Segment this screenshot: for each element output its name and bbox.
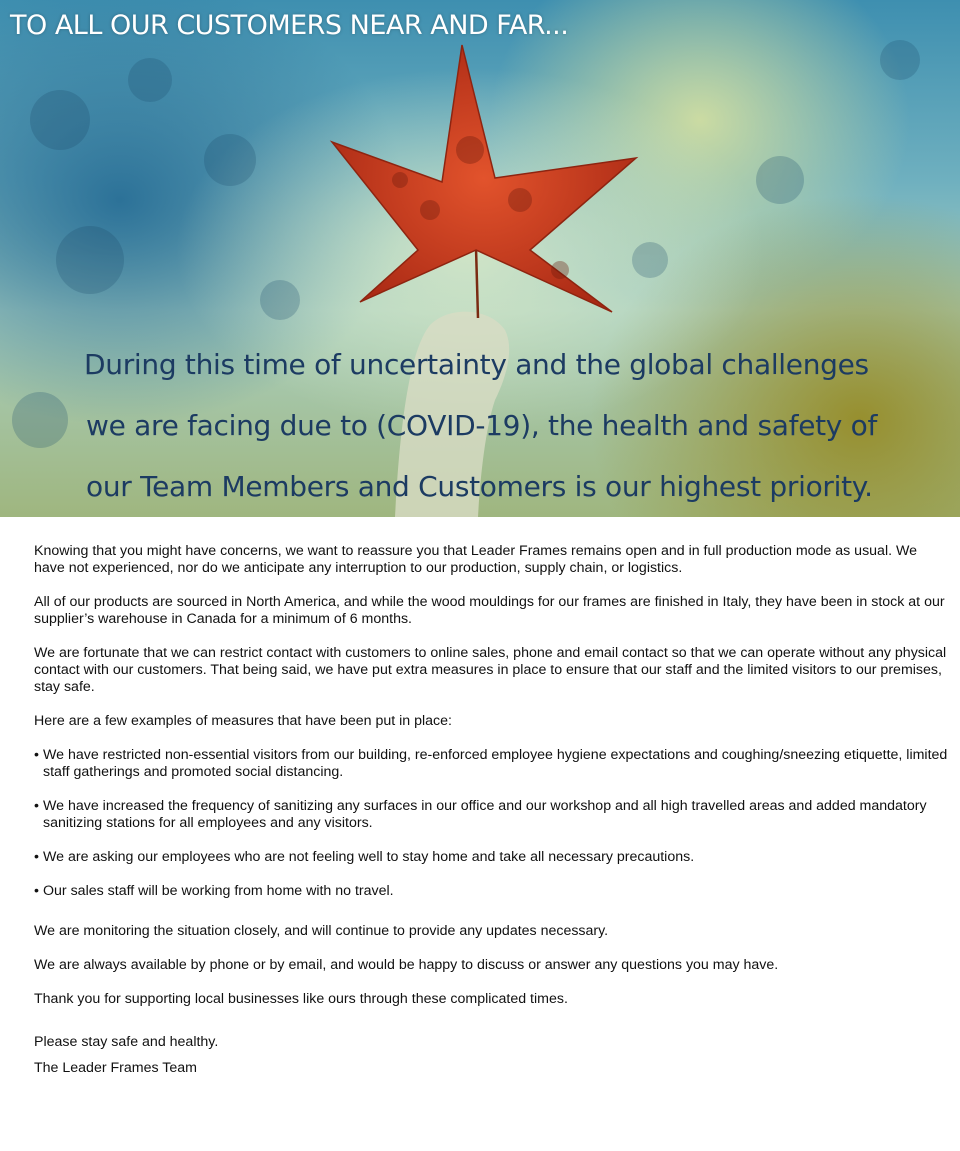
paragraph-contact: We are fortunate that we can restrict contact with customers to online sales, phone and email contact so that we can operate without any physical contact with our customers. That being said, we have put extra measures in place to ensure that our staff and the limited visitors to our premises, stay safe. (34, 645, 947, 695)
bullet-icon: • (34, 747, 39, 763)
list-item-text: Our sales staff will be working from home with no travel. (43, 883, 394, 899)
list-item (34, 747, 950, 781)
hero-banner (0, 0, 960, 517)
list-item (34, 883, 950, 900)
paragraph-availability: We are always available by phone or by email, and would be happy to discuss or answer any questions you may have. (34, 957, 779, 973)
list-item-text: We have increased the frequency of sanitizing any surfaces in our office and our workshop and all high travelled areas and added mandatory sanitizing stations for all employees and any visitors. (43, 798, 927, 831)
maple-leaf-icon (332, 45, 636, 312)
bullet-icon: • (34, 798, 39, 814)
hero-message-line-3: our Team Members and Customers is our highest priority. (86, 470, 873, 503)
paragraph-sourcing: All of our products are sourced in North America, and while the wood mouldings for our frames are finished in Italy, they have been in stock at our supplier’s warehouse in Canada for a minimum of 6 months. (34, 594, 945, 627)
hero-message-line-2: we are facing due to (COVID-19), the health and safety of (86, 409, 878, 442)
list-item-text: We are asking our employees who are not feeling well to stay home and take all necessary precautions. (43, 849, 695, 865)
paragraph-reassurance: Knowing that you might have concerns, we want to reassure you that Leader Frames remains open and in full production mode as usual. We have not experienced, nor do we anticipate any interruption to our production, supply chain, or logistics. (34, 543, 918, 576)
bullet-icon: • (34, 883, 39, 899)
closing-line: Please stay safe and healthy. (34, 1034, 219, 1050)
paragraph-measures-intro: Here are a few examples of measures that have been put in place: (34, 713, 452, 729)
list-item (34, 849, 950, 866)
customer-letter (34, 543, 950, 1077)
page-title: TO ALL OUR CUSTOMERS NEAR AND FAR... (10, 10, 569, 41)
hero-message-line-1: During this time of uncertainty and the global challenges (84, 348, 869, 381)
paragraph-thanks: Thank you for supporting local businesses like ours through these complicated times. (34, 991, 568, 1007)
paragraph-monitoring: We are monitoring the situation closely, and will continue to provide any updates necessary. (34, 923, 609, 939)
signature: The Leader Frames Team (34, 1060, 197, 1076)
list-item-text: We have restricted non-essential visitors from our building, re-enforced employee hygiene expectations and coughing/sneezing etiquette, limited staff gatherings and promoted social distancing. (43, 747, 948, 780)
list-item (34, 798, 950, 832)
bullet-icon: • (34, 849, 39, 865)
